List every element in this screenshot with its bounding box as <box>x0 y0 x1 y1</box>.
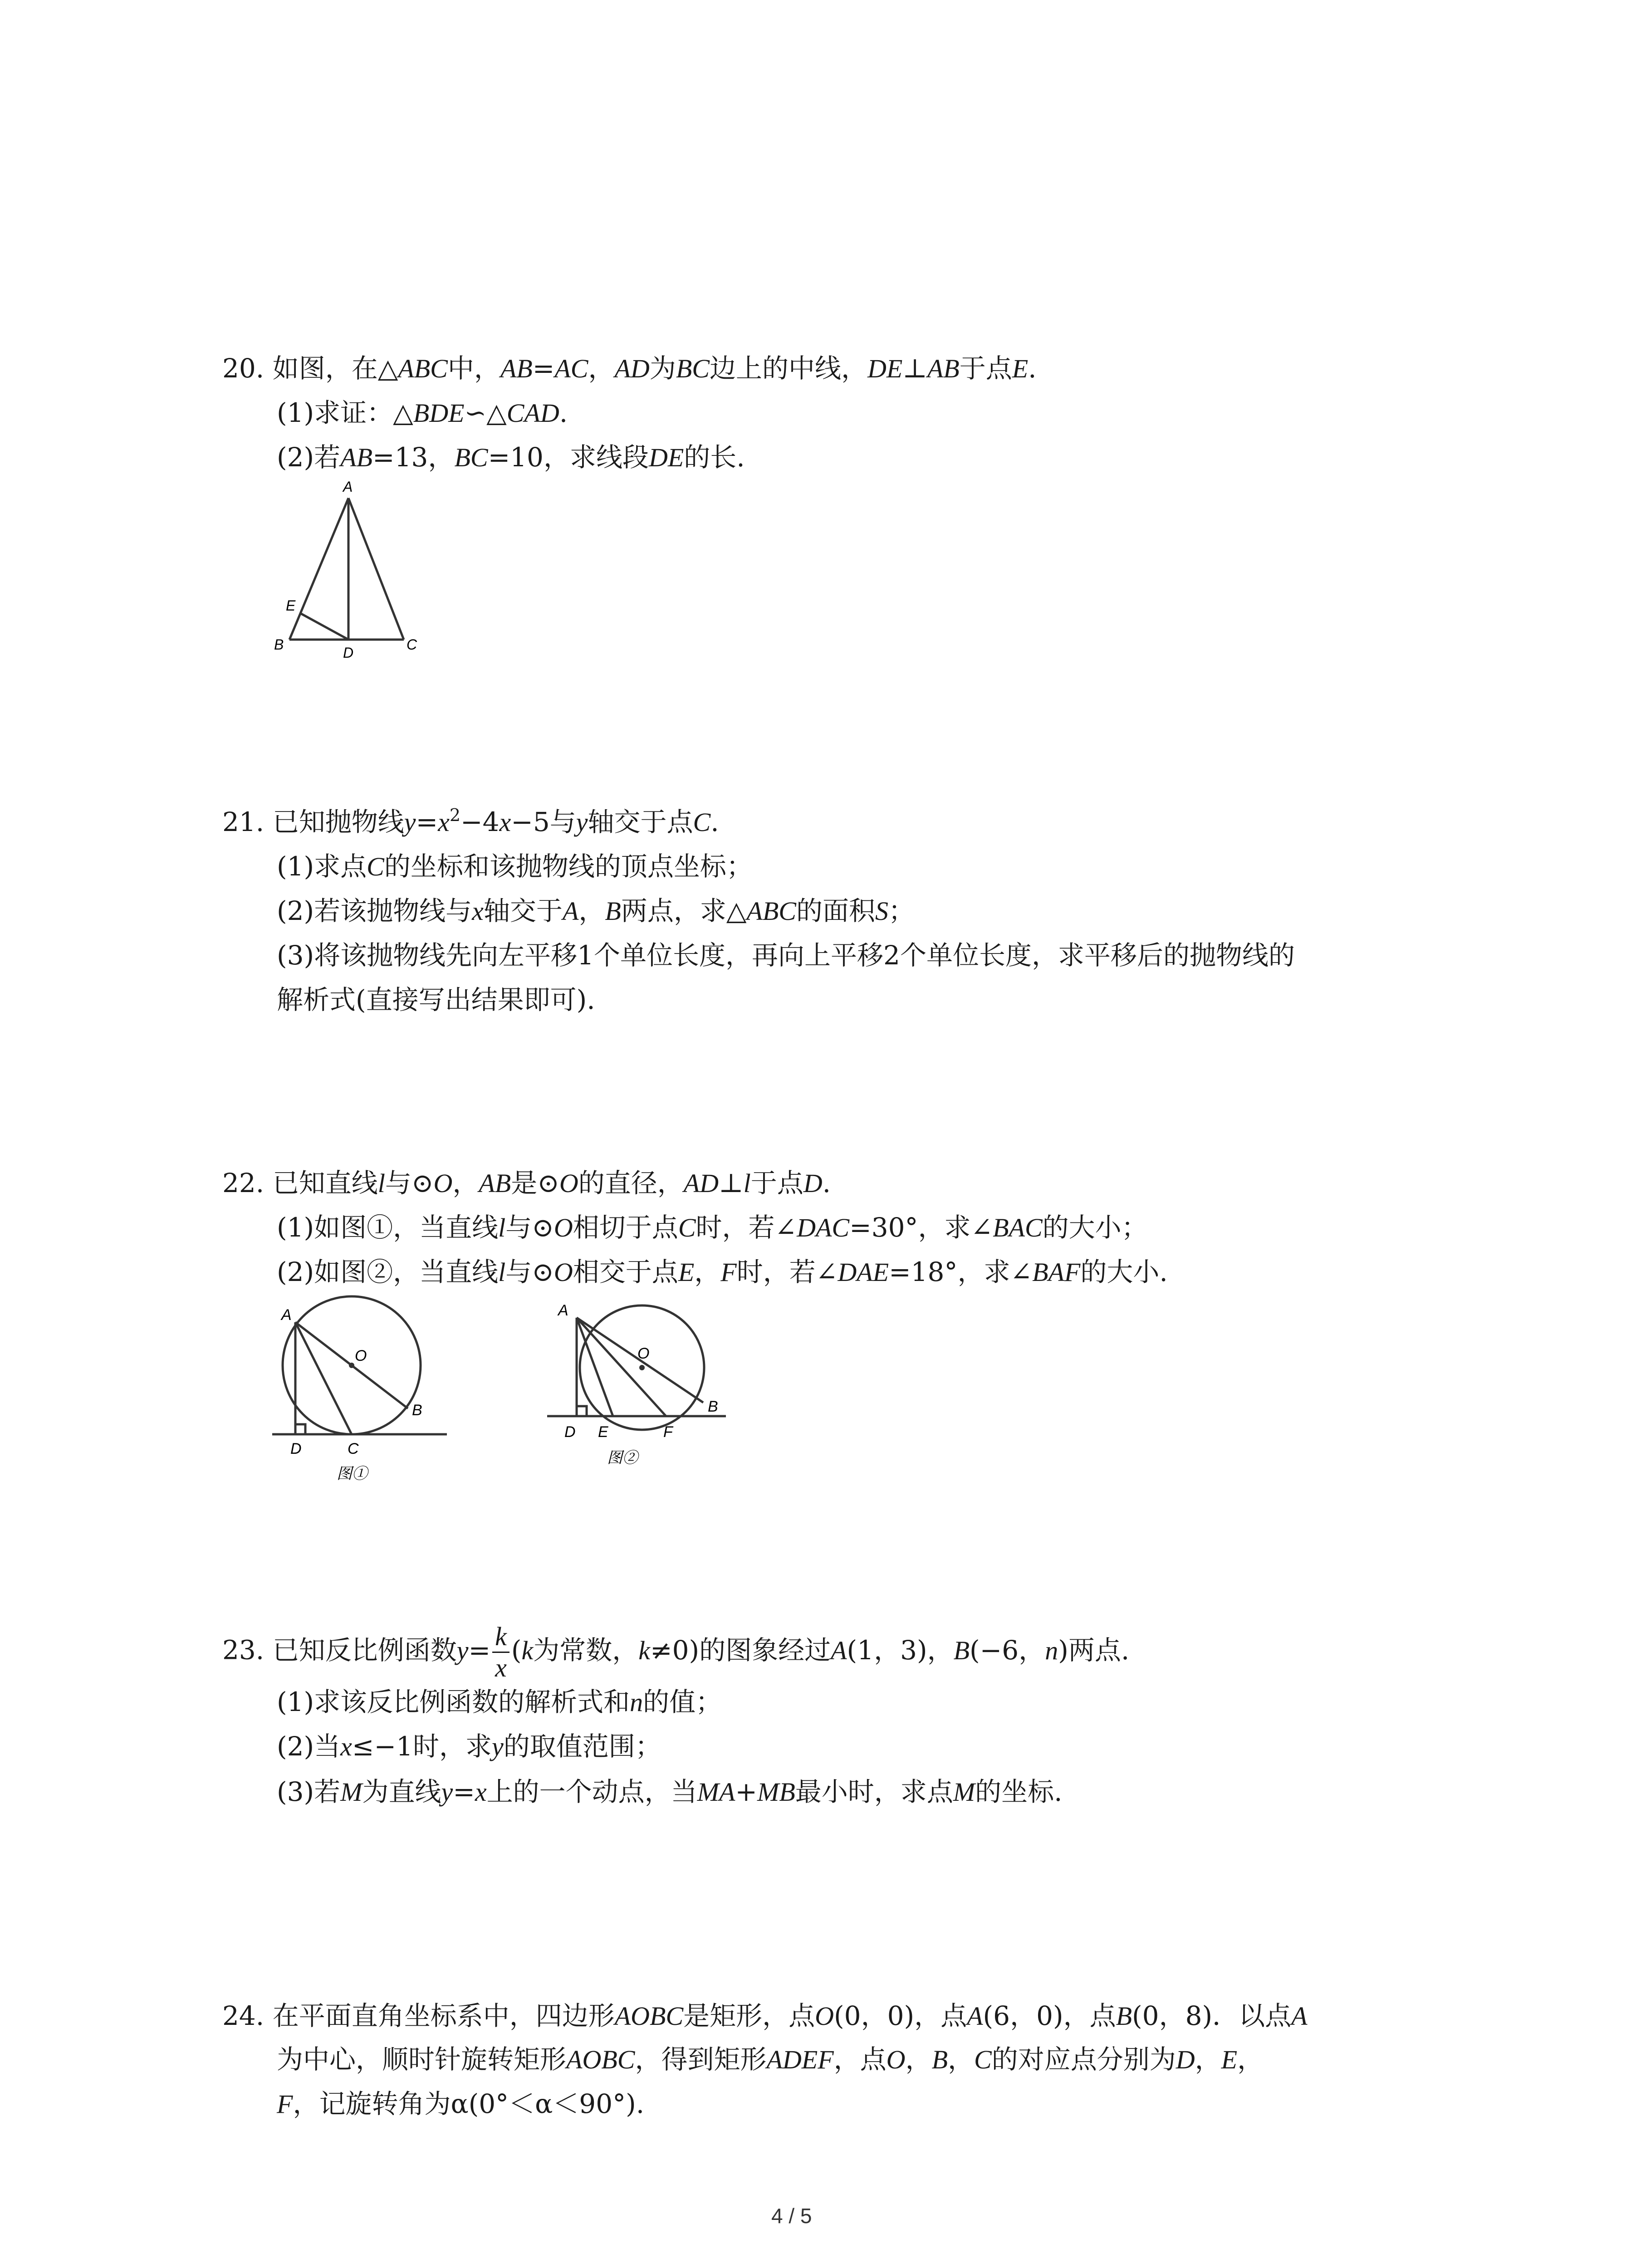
fig2-label-a: A <box>558 1302 568 1319</box>
fig1-label-a: A <box>281 1306 292 1324</box>
q20-triangle-figure <box>268 481 431 667</box>
fig2-label-f: F <box>663 1423 673 1441</box>
q21-part2: (2)若该抛物线与x轴交于A，B两点，求△ABC的面积S； <box>277 895 915 926</box>
q20-part1: (1)求证：△BDE∽△CAD. <box>277 397 568 428</box>
fig2-label-e: E <box>598 1423 608 1441</box>
q24-number: 24. <box>222 2000 265 2031</box>
fraction-k-over-x: $\frac{k}{x}$ <box>492 1622 509 1683</box>
fig1-caption: 图① <box>337 1465 367 1482</box>
label-c: C <box>407 636 417 653</box>
q21-stem: 21. 已知抛物线$y=x^2-4x-5$与y轴交于点C. <box>222 805 719 837</box>
label-d: D <box>343 645 354 661</box>
q23-part2: (2)当x≤−1时，求y的取值范围； <box>277 1731 661 1762</box>
label-e: E <box>286 597 296 614</box>
q24-line1: 24. 在平面直角坐标系中，四边形AOBC是矩形，点O(0，0)，点A(6，0)，点B(0，8)．以点A <box>222 2000 1308 2031</box>
q22-part2: (2)如图②，当直线l与⊙O相交于点E，F时，若∠DAE=18°，求∠BAF的大小. <box>277 1256 1168 1287</box>
fig2-caption: 图② <box>607 1449 638 1466</box>
fig1-label-d: D <box>290 1440 302 1457</box>
q24-line2: 为中心，顺时针旋转矩形AOBC，得到矩形ADEF，点O，B，C的对应点分别为D，E， <box>277 2044 1264 2075</box>
fig1-label-c: C <box>348 1440 359 1457</box>
fig2-label-d: D <box>564 1423 576 1441</box>
label-a: A <box>343 479 353 495</box>
q23-number: 23. <box>222 1634 265 1666</box>
q21-number: 21. <box>222 807 265 837</box>
q21-part1: (1)求点C的坐标和该抛物线的顶点坐标； <box>277 851 753 882</box>
q23-part1: (1)求该反比例函数的解析式和n的值； <box>277 1686 722 1717</box>
q22-part1: (1)如图①，当直线l与⊙O相切于点C时，若∠DAC=30°，求∠BAC的大小； <box>277 1212 1148 1243</box>
q21-part3: (3)将该抛物线先向左平移1个单位长度，再向上平移2个单位长度，求平移后的抛物线的 <box>277 940 1295 971</box>
q23-part3: (3)若M为直线y=x上的一个动点，当MA+MB最小时，求点M的坐标. <box>277 1776 1063 1807</box>
label-b: B <box>274 636 284 653</box>
q22-stem: 22. 已知直线l与⊙O，AB是⊙O的直径，AD⊥l于点D. <box>222 1168 831 1198</box>
q22-figure-1 <box>268 1293 458 1492</box>
fig1-label-o: O <box>355 1347 367 1364</box>
q22-number: 22. <box>222 1168 265 1198</box>
fig2-label-o: O <box>637 1345 650 1362</box>
page-number: 4 / 5 <box>771 2204 812 2228</box>
fig2-label-b: B <box>708 1398 718 1415</box>
fig1-label-b: B <box>412 1402 422 1419</box>
q20-part2: (2)若AB=13，BC=10，求线段DE的长. <box>277 442 745 473</box>
q21-part3-cont: 解析式(直接写出结果即可). <box>277 984 595 1015</box>
q22-figure-2 <box>544 1293 735 1492</box>
q20-number: 20. <box>222 353 265 384</box>
q20-stem: 20. 如图，在△ABC中，AB=AC，AD为BC边上的中线，DE⊥AB于点E. <box>222 353 1037 384</box>
q23-stem: 23. 已知反比例函数y= $\frac{k}{x}$ (k为常数，k≠0)的图象经过A(1，3)，B(−6，n)两点. <box>222 1622 1130 1682</box>
q24-line3: F，记旋转角为α(0°＜α＜90°). <box>277 2088 645 2119</box>
